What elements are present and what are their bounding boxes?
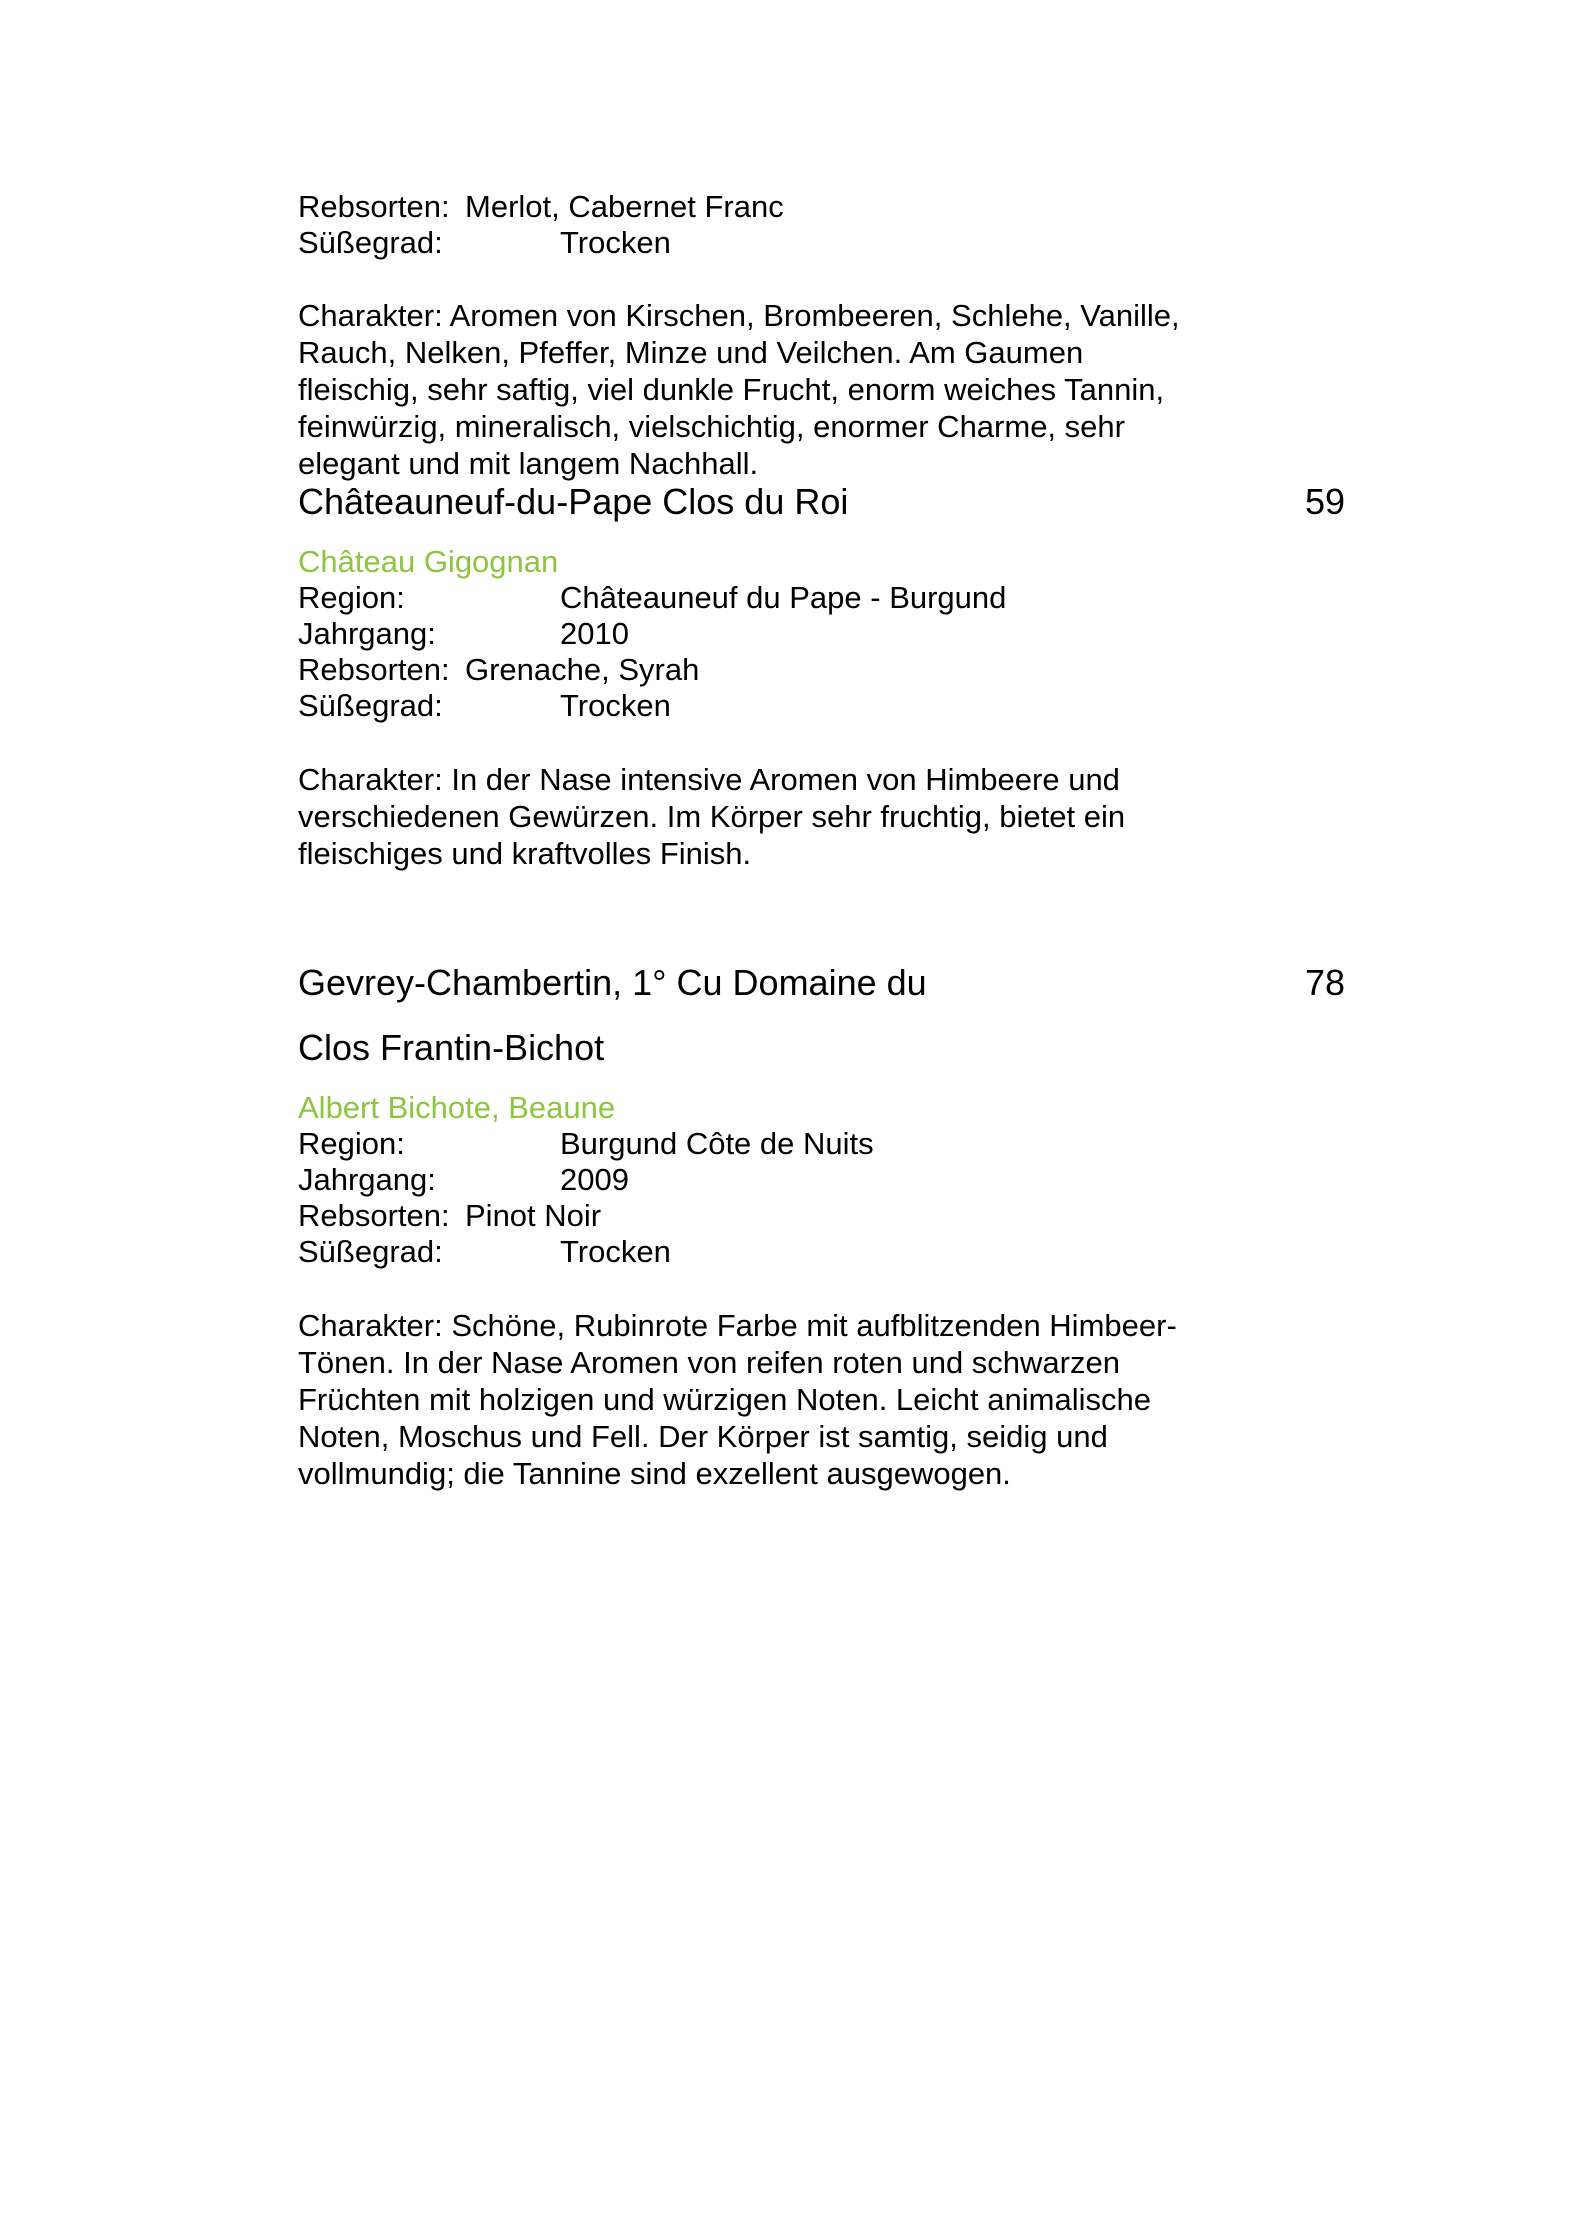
- charakter-line: Früchten mit holzigen und würzigen Noten. Leicht animalische: [298, 1382, 1151, 1417]
- charakter-line: Noten, Moschus und Fell. Der Körper ist samtig, seidig und: [298, 1419, 1108, 1454]
- charakter-line: Tönen. In der Nase Aromen von reifen roten und schwarzen: [298, 1345, 1120, 1380]
- jahrgang-label: Jahrgang:: [298, 616, 436, 651]
- top-suessegrad-row: [298, 224, 671, 261]
- rebsorten-row: [298, 651, 700, 688]
- charakter-line: Charakter: Schöne, Rubinrote Farbe mit aufblitzenden Himbeer-: [298, 1308, 1177, 1343]
- rebsorten-value: Grenache, Syrah: [465, 652, 700, 687]
- region-row: [298, 1125, 874, 1162]
- jahrgang-row: [298, 615, 629, 652]
- region-value: Châteauneuf du Pape - Burgund: [560, 580, 1007, 615]
- jahrgang-value: 2010: [560, 616, 629, 651]
- rebsorten-value: Pinot Noir: [465, 1198, 602, 1233]
- suessegrad-value: Trocken: [560, 688, 671, 723]
- suessegrad-label: Süßegrad:: [298, 1234, 443, 1269]
- charakter-line: fleischig, sehr saftig, viel dunkle Frucht, enorm weiches Tannin,: [298, 372, 1165, 407]
- rebsorten-row: [298, 1197, 602, 1234]
- jahrgang-value: 2009: [560, 1162, 629, 1197]
- wine-charakter-text: [298, 761, 1258, 872]
- region-row: [298, 579, 1007, 616]
- charakter-line: Rauch, Nelken, Pfeffer, Minze und Veilchen. Am Gaumen: [298, 335, 1084, 370]
- wine-producer: Château Gigognan: [298, 544, 559, 579]
- suessegrad-row: [298, 687, 671, 724]
- region-value: Burgund Côte de Nuits: [560, 1126, 874, 1161]
- suessegrad-label: Süßegrad:: [298, 688, 443, 723]
- top-rebsorten-row: [298, 188, 784, 225]
- wine-title: Gevrey-Chambertin, 1° Cu Domaine du: [298, 962, 927, 1003]
- rebsorten-label: Rebsorten:: [298, 189, 450, 224]
- suessegrad-label: Süßegrad:: [298, 225, 443, 260]
- suessegrad-row: [298, 1233, 671, 1270]
- charakter-line: feinwürzig, mineralisch, vielschichtig, enormer Charme, sehr: [298, 409, 1125, 444]
- wine-producer: Albert Bichote, Beaune: [298, 1090, 616, 1125]
- suessegrad-value: Trocken: [560, 225, 671, 260]
- region-label: Region:: [298, 580, 405, 615]
- wine-price: 59: [1305, 481, 1346, 522]
- charakter-line: elegant und mit langem Nachhall.: [298, 446, 759, 481]
- wine-price: 78: [1305, 962, 1346, 1003]
- rebsorten-label: Rebsorten:: [298, 1198, 450, 1233]
- charakter-line: fleischiges und kraftvolles Finish.: [298, 836, 752, 871]
- region-label: Region:: [298, 1126, 405, 1161]
- charakter-line: vollmundig; die Tannine sind exzellent ausgewogen.: [298, 1456, 1011, 1491]
- wine-title: Châteauneuf-du-Pape Clos du Roi: [298, 481, 849, 522]
- jahrgang-label: Jahrgang:: [298, 1162, 436, 1197]
- charakter-line: Charakter: Aromen von Kirschen, Brombeeren, Schlehe, Vanille,: [298, 298, 1180, 333]
- rebsorten-value: Merlot, Cabernet Franc: [465, 189, 784, 224]
- charakter-line: verschiedenen Gewürzen. Im Körper sehr fruchtig, bietet ein: [298, 799, 1126, 834]
- jahrgang-row: [298, 1161, 629, 1198]
- top-charakter-text: [298, 297, 1258, 482]
- rebsorten-label: Rebsorten:: [298, 652, 450, 687]
- wine-charakter-text: [298, 1307, 1258, 1492]
- suessegrad-value: Trocken: [560, 1234, 671, 1269]
- charakter-line: Charakter: In der Nase intensive Aromen von Himbeere und: [298, 762, 1120, 797]
- wine-title-line-2: Clos Frantin-Bichot: [298, 1027, 605, 1068]
